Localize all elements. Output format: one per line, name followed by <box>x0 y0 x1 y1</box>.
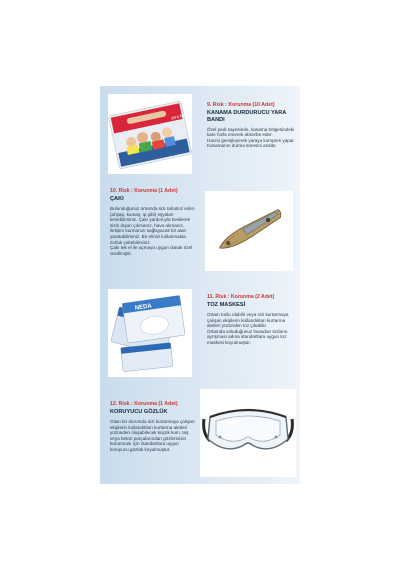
mask-photo <box>108 289 192 377</box>
folding-knife-illustration <box>205 191 293 271</box>
item-title: 10. Risk : Korunma (1 Adet) <box>110 188 178 194</box>
item-line: Olası bir durumda sizi kurtarmaya çalışan ekiplerin kullandıkları kurtarma aletleri yüzünden oluşabilecek küçük kum, taş veya beton parçalarından gözlerinizin korunması için standartlara uygun koruyucu gözlük koyulmuştur. <box>110 419 195 452</box>
mask-brand-label: NEDA <box>134 303 153 312</box>
product-catalog-page <box>100 86 300 484</box>
dust-mask-package-illustration <box>108 289 192 377</box>
item-title: 11. Risk : Korunma (2 Adet) <box>207 294 275 300</box>
item-text-mask <box>207 294 295 346</box>
item-heading: KANAMA DURDURUCU YARA BANDI <box>207 110 287 123</box>
item-text-goggles <box>110 401 198 453</box>
item-heading: ÇAKI <box>110 196 124 203</box>
item-line: Ortam tozlu olabilir veya sizi kurtarmaya çalışan ekiplerin kullandıkları kurtarma aletleri yüzünden toz çıkabilir. <box>207 312 289 329</box>
item-line: Ortamda soluduğunuz havadan tozların ayrışması adına standartlara uygun toz maskesi koyulmuştur. <box>207 328 288 345</box>
item-heading: TOZ MASKESİ <box>207 302 246 309</box>
goggles-photo <box>200 389 296 477</box>
item-heading: KORUYUCU GÖZLÜK <box>110 409 168 416</box>
item-title: 9. Risk : Korunma (10 Adet) <box>207 102 275 108</box>
item-line: Hacmi genişleyerek yaraya kompres yapar. <box>207 137 295 143</box>
item-text-bandage <box>207 102 295 149</box>
item-block-mask <box>100 285 300 385</box>
item-block-bandage <box>100 86 300 185</box>
bandage-pack-text: yara bandı <box>170 111 191 121</box>
bandage-photo <box>108 94 192 174</box>
knife-photo <box>205 191 293 271</box>
item-line: Özel pedi sayesinde, kanama bölgesindeki kanı hızla emerek absorbe eder. <box>207 126 295 138</box>
item-title: 12. Risk : Korunma (1 Adet) <box>110 401 178 407</box>
item-line: Çakı tek el ile açmaya uygun olarak özel üretilmiştir. <box>110 245 193 256</box>
item-line: Bulunduğunuz ortamda sizi rahatsız eden (ahşap, kumaş, ip gibi) eşyaları kesebilirsiniz. Çakı yardımıyla kesilerek sizin dışarı çıkmanız, hava alımanız, iletişim kurmanızı sağlayacak bir alan yaratabilirsiniz. Bir elinizi kullanmakta zorluk çekebilirsiniz. <box>110 206 195 245</box>
item-block-goggles <box>100 385 300 484</box>
safety-goggles-illustration <box>200 389 296 477</box>
item-block-knife <box>100 185 300 285</box>
item-line: Kanamanın durma süresini azaltır. <box>207 143 277 149</box>
bandage-package-illustration <box>108 94 192 174</box>
item-text-knife <box>110 188 198 256</box>
